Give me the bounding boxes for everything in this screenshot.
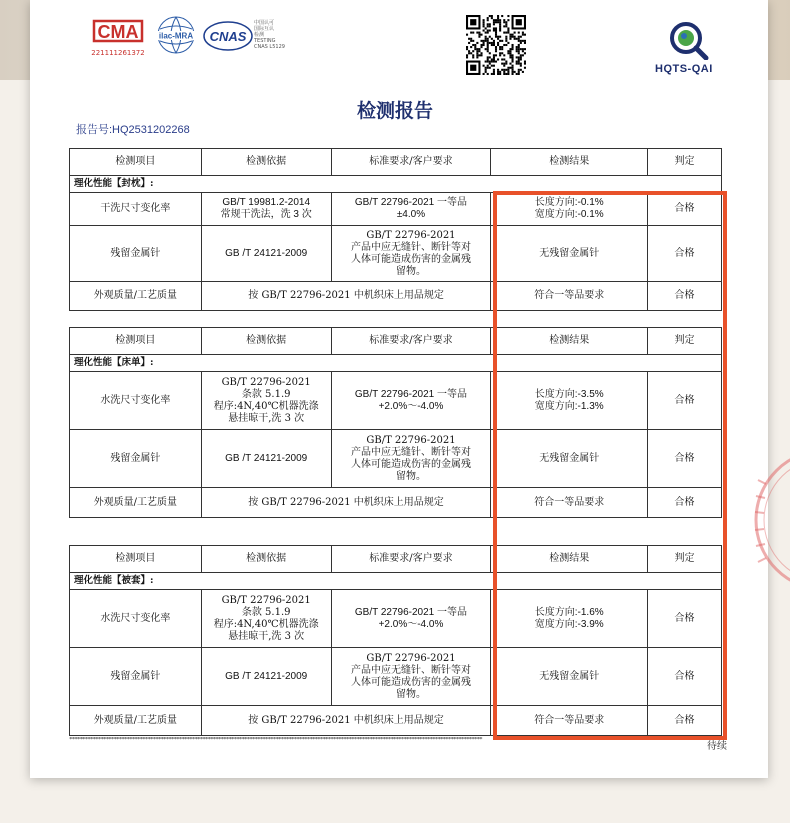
test-item: 外观质量/工艺质量 [70, 488, 202, 518]
table-header-row [70, 546, 722, 573]
table-row [70, 282, 722, 311]
test-requirement: GB/T 22796-2021 产品中应无缝针、断针等对 人体可能造成伤害的金属残 留物。 [331, 430, 491, 488]
cnas-line: 中国认可 [254, 20, 275, 26]
cnas-line: TESTING [254, 38, 276, 44]
table-row [70, 226, 722, 282]
test-item: 干洗尺寸变化率 [70, 193, 202, 226]
test-result: 符合一等品要求 [491, 706, 648, 736]
official-seal [748, 440, 790, 600]
test-verdict: 合格 [648, 430, 722, 488]
test-verdict: 合格 [648, 193, 722, 226]
test-result: 长度方向:-0.1% 宽度方向:-0.1% [491, 193, 648, 226]
test-item: 残留金属针 [70, 430, 202, 488]
hqts-logo [664, 20, 712, 60]
column-header: 判定 [648, 149, 722, 176]
hqts-mark-text: HQTS-QAI [655, 63, 713, 75]
column-header: 检测项目 [70, 328, 202, 355]
table-row [70, 488, 722, 518]
end-of-section-line: ************************************************************************************************************************************************************** [69, 737, 482, 743]
qr-code [466, 15, 526, 75]
section-row [70, 176, 722, 193]
cnas-logo [203, 20, 253, 52]
test-item: 水洗尺寸变化率 [70, 590, 202, 648]
test-result: 符合一等品要求 [491, 282, 648, 311]
test-item: 残留金属针 [70, 226, 202, 282]
test-basis: 按 GB/T 22796-2021 中机织床上用品规定 [201, 282, 491, 311]
section-filler [648, 176, 722, 193]
test-requirement: GB/T 22796-2021 产品中应无缝针、断针等对 人体可能造成伤害的金属残 留物。 [331, 226, 491, 282]
ilac-mark-text: ilac-MRA [158, 31, 194, 41]
test-item: 外观质量/工艺质量 [70, 282, 202, 311]
test-verdict: 合格 [648, 226, 722, 282]
table-row [70, 706, 722, 736]
column-header: 检测结果 [491, 546, 648, 573]
cnas-line: 检测 [254, 32, 265, 38]
test-table-bedsheet [69, 327, 722, 518]
cma-number: 221111261372 [91, 49, 145, 57]
column-header: 检测结果 [491, 149, 648, 176]
test-verdict: 合格 [648, 282, 722, 311]
ilac-mra-logo [155, 14, 197, 56]
column-header: 标准要求/客户要求 [331, 149, 491, 176]
table-row [70, 590, 722, 648]
report-number: 报告号:HQ2531202268 [76, 124, 190, 136]
continued-label: 待续 [707, 741, 727, 752]
test-basis: GB /T 24121-2009 [201, 430, 331, 488]
column-header: 检测结果 [491, 328, 648, 355]
test-verdict: 合格 [648, 372, 722, 430]
cma-mark-text: CMA [97, 22, 139, 42]
table-row [70, 648, 722, 706]
column-header: 检测项目 [70, 546, 202, 573]
section-row [70, 573, 722, 590]
test-basis: GB /T 24121-2009 [201, 648, 331, 706]
test-verdict: 合格 [648, 648, 722, 706]
section-filler [648, 355, 722, 372]
test-table-pillowcase [69, 148, 722, 311]
table-row [70, 372, 722, 430]
section-label: 理化性能【床单】: [70, 355, 648, 372]
test-result: 无残留金属针 [491, 226, 648, 282]
test-basis: 按 GB/T 22796-2021 中机织床上用品规定 [201, 488, 491, 518]
test-basis: GB /T 24121-2009 [201, 226, 331, 282]
test-requirement: GB/T 22796-2021 一等品 ±4.0% [331, 193, 491, 226]
section-label: 理化性能【封枕】: [70, 176, 648, 193]
test-result: 无残留金属针 [491, 648, 648, 706]
column-header: 检测依据 [201, 546, 331, 573]
test-requirement: GB/T 22796-2021 一等品 +2.0%～-4.0% [331, 372, 491, 430]
table-row [70, 193, 722, 226]
page-title: 检测报告 [356, 100, 433, 122]
test-basis: GB/T 22796-2021 条款 5.1.9 程序:4N,40℃机器洗涤 悬挂晾干,洗 3 次 [201, 372, 331, 430]
cma-logo [88, 17, 148, 57]
test-table-quilt-cover [69, 545, 722, 736]
test-basis: GB/T 22796-2021 条款 5.1.9 程序:4N,40℃机器洗涤 悬挂晾干,洗 3 次 [201, 590, 331, 648]
test-requirement: GB/T 22796-2021 产品中应无缝针、断针等对 人体可能造成伤害的金属残 留物。 [331, 648, 491, 706]
test-item: 外观质量/工艺质量 [70, 706, 202, 736]
section-label: 理化性能【被套】: [70, 573, 648, 590]
column-header: 检测依据 [201, 149, 331, 176]
cnas-line: CNAS L5129 [254, 44, 285, 50]
table-header-row [70, 149, 722, 176]
cnas-line: 国际互认 [254, 26, 275, 32]
test-result: 长度方向:-3.5% 宽度方向:-1.3% [491, 372, 648, 430]
section-row [70, 355, 722, 372]
test-verdict: 合格 [648, 706, 722, 736]
table-header-row [70, 328, 722, 355]
test-item: 水洗尺寸变化率 [70, 372, 202, 430]
test-verdict: 合格 [648, 488, 722, 518]
test-result: 无残留金属针 [491, 430, 648, 488]
test-basis: 按 GB/T 22796-2021 中机织床上用品规定 [201, 706, 491, 736]
test-item: 残留金属针 [70, 648, 202, 706]
cnas-mark-text: CNAS [209, 29, 247, 44]
column-header: 判定 [648, 328, 722, 355]
cnas-side-text [254, 20, 285, 50]
test-verdict: 合格 [648, 590, 722, 648]
section-filler [648, 573, 722, 590]
test-result: 符合一等品要求 [491, 488, 648, 518]
table-row [70, 430, 722, 488]
column-header: 判定 [648, 546, 722, 573]
column-header: 标准要求/客户要求 [331, 546, 491, 573]
test-basis: GB/T 19981.2-2014 常规干洗法，洗 3 次 [201, 193, 331, 226]
test-result: 长度方向:-1.6% 宽度方向:-3.9% [491, 590, 648, 648]
column-header: 标准要求/客户要求 [331, 328, 491, 355]
column-header: 检测依据 [201, 328, 331, 355]
column-header: 检测项目 [70, 149, 202, 176]
test-requirement: GB/T 22796-2021 一等品 +2.0%～-4.0% [331, 590, 491, 648]
